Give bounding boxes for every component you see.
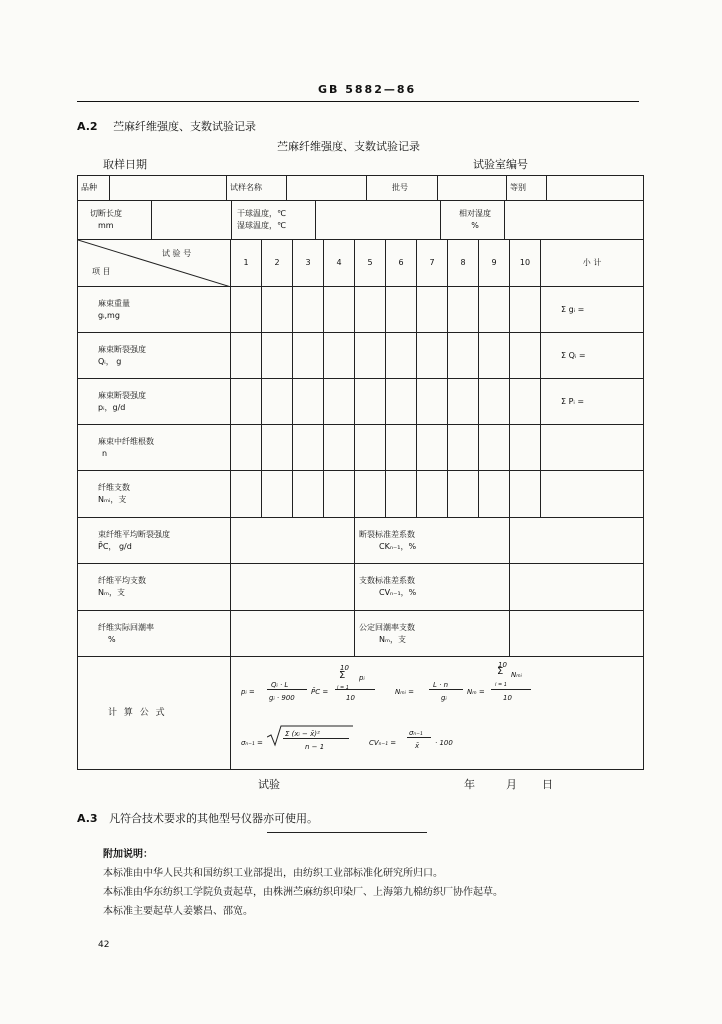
table-row xyxy=(78,425,644,471)
page-number: 42 xyxy=(98,940,110,950)
fraction-bar xyxy=(335,689,375,690)
summary-label: 纤维平均支数 Nₘ，支 xyxy=(78,564,231,611)
row-label: 麻束重量 gᵢ,mg xyxy=(78,287,231,333)
formula-row xyxy=(78,657,644,770)
row-label: 麻束中纤维根数 n xyxy=(78,425,231,471)
row-label: 麻束断裂强度 Qᵢ， g xyxy=(78,333,231,379)
formula-cell xyxy=(231,657,644,770)
summary-right-label: 支数标准差系数 CVₙ₋₁，% xyxy=(355,564,510,611)
row-total: Σ Qᵢ = xyxy=(541,333,644,379)
section-a3: A.3 凡符合技术要求的其他型号仪器亦可使用。 xyxy=(77,812,319,825)
variety-value[interactable] xyxy=(110,176,227,200)
lab-number-label: 试验室编号 xyxy=(473,158,528,171)
cut-length-cell: 切断长度 mm xyxy=(78,201,152,239)
header-rule xyxy=(77,101,639,102)
col-header: 10 xyxy=(510,240,541,287)
record-table xyxy=(77,175,644,770)
tester-label: 试验 xyxy=(258,778,280,791)
grade-value[interactable] xyxy=(547,176,643,200)
row-total: Σ Pᵢ = xyxy=(541,379,644,425)
fraction-bar xyxy=(491,689,531,690)
col-header: 3 xyxy=(293,240,324,287)
col-header: 5 xyxy=(355,240,386,287)
table-row xyxy=(78,287,644,333)
notes-heading: 附加说明： xyxy=(103,849,153,860)
standard-number: GB 5882—86 xyxy=(318,83,417,96)
notes-line: 本标准由华东纺织工学院负责起草，由株洲苎麻纺织印染厂、上海第九棉纺织厂协作起草。 xyxy=(103,887,503,898)
section-a2-heading: A.2 苎麻纤维强度、支数试验记录 xyxy=(77,120,257,133)
header-diagonal-cell: 试 验 号 项 目 xyxy=(78,240,231,287)
fraction-bar xyxy=(429,689,463,690)
col-header: 6 xyxy=(386,240,417,287)
summary-row xyxy=(78,611,644,657)
summary-value[interactable] xyxy=(231,611,355,657)
summary-label: 束纤维平均断裂强度 P̄C， g/d xyxy=(78,518,231,564)
formula-block: pᵢ = Qᵢ · L gᵢ · 900 P̄C = 10 Σ pᵢ i = 1 10 Nₘᵢ = L · n gᵢ Nₘ = 10 Σ Nₘᵢ i = 1 10 σₙ₋₁ = Σ (xᵢ − x̄)² n − 1 CVₙ₋₁ = σₙ₋₁ x̄ · 100 xyxy=(231,657,643,769)
month-label: 月 xyxy=(506,778,517,791)
row-label: 麻束断裂强度 pᵢ，g/d xyxy=(78,379,231,425)
col-header: 8 xyxy=(448,240,479,287)
row-label: 纤维支数 Nₘᵢ，支 xyxy=(78,471,231,518)
summary-right-label: 断裂标准差系数 CKₙ₋₁，% xyxy=(355,518,510,564)
notes-line: 本标准主要起草人姜繁昌、邵宽。 xyxy=(103,906,253,917)
summary-value[interactable] xyxy=(231,518,355,564)
divider xyxy=(267,832,427,833)
diagonal-line xyxy=(78,240,231,287)
table-row xyxy=(78,176,644,201)
table-row xyxy=(78,379,644,425)
summary-row xyxy=(78,518,644,564)
day-label: 日 xyxy=(542,778,553,791)
table-row xyxy=(78,201,644,240)
col-header: 9 xyxy=(479,240,510,287)
summary-right-value[interactable] xyxy=(510,564,644,611)
batch-value[interactable] xyxy=(438,176,507,200)
variety-label: 品种 xyxy=(78,176,110,200)
temperature-value[interactable] xyxy=(316,201,441,239)
row-total xyxy=(541,425,644,471)
col-header: 7 xyxy=(417,240,448,287)
row-total: Σ gᵢ = xyxy=(541,287,644,333)
row-total xyxy=(541,471,644,518)
temperature-cell: 干球温度，℃ 湿球温度，℃ xyxy=(232,201,316,239)
sampling-date-label: 取样日期 xyxy=(103,158,147,171)
summary-label: 纤维实际回潮率 % xyxy=(78,611,231,657)
formula-label: 计 算 公 式 xyxy=(78,657,231,770)
summary-value[interactable] xyxy=(231,564,355,611)
subtotal-header: 小 计 xyxy=(541,240,644,287)
fraction-bar xyxy=(267,689,307,690)
summary-row xyxy=(78,564,644,611)
sample-name-label: 试样名称 xyxy=(227,176,287,200)
cut-length-value[interactable] xyxy=(152,201,232,239)
table-row xyxy=(78,471,644,518)
fraction-bar xyxy=(407,737,431,738)
table-row xyxy=(78,333,644,379)
summary-right-value[interactable] xyxy=(510,518,644,564)
col-header: 2 xyxy=(262,240,293,287)
humidity-value[interactable] xyxy=(505,201,643,239)
grade-label: 等别 xyxy=(507,176,547,200)
batch-label: 批号 xyxy=(367,176,438,200)
summary-right-value[interactable] xyxy=(510,611,644,657)
fraction-bar xyxy=(283,738,349,739)
table-header-row xyxy=(78,240,644,287)
form-title: 苎麻纤维强度、支数试验记录 xyxy=(277,140,420,153)
notes-line: 本标准由中华人民共和国纺织工业部提出，由纺织工业部标准化研究所归口。 xyxy=(103,868,443,879)
col-header: 1 xyxy=(231,240,262,287)
year-label: 年 xyxy=(464,778,475,791)
sample-name-value[interactable] xyxy=(287,176,367,200)
summary-right-label: 公定回潮率支数 Nₘ，支 xyxy=(355,611,510,657)
humidity-cell: 相对湿度 % xyxy=(441,201,505,239)
col-header: 4 xyxy=(324,240,355,287)
